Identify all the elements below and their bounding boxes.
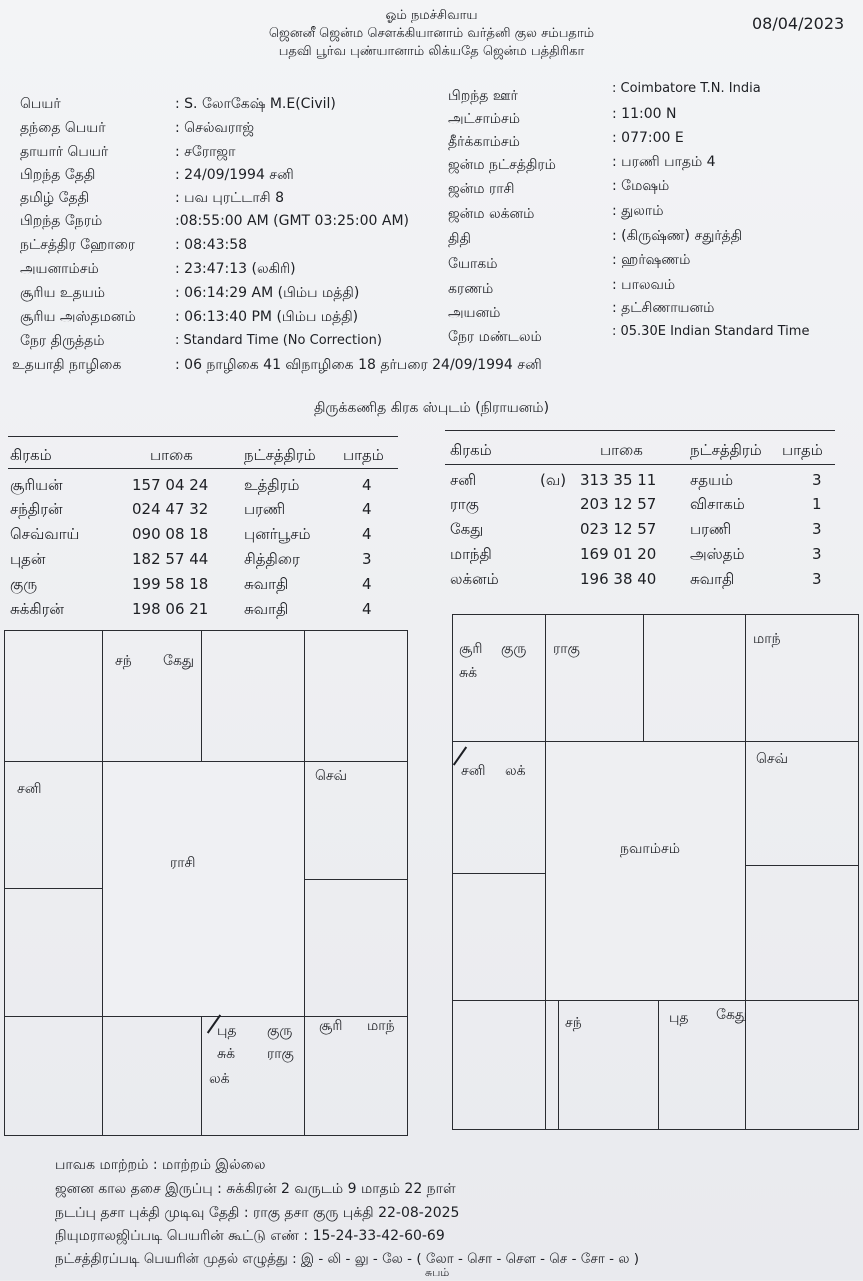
table-cell: 169 01 20 [580, 545, 657, 563]
detail-label: நேர திருத்தம் [20, 333, 105, 349]
rasi-house-text: சூரி [319, 1018, 343, 1034]
table-cell: சந்திரன் [10, 500, 63, 518]
detail-value: : 06:13:40 PM (பிம்ப மத்தி) [175, 309, 359, 325]
detail-label: நட்சத்திர ஹோரை [20, 237, 136, 253]
navamsa-house-text: சந் [565, 1015, 582, 1031]
rasi-house-text: புத [217, 1023, 237, 1039]
navamsa-house-text: சூரி [459, 641, 483, 657]
chart-line [745, 865, 858, 866]
detail-value: : சரோஜா [175, 144, 236, 160]
table-cell: 090 08 18 [132, 525, 209, 543]
table-cell: 4 [362, 575, 372, 593]
detail-value: : 05.30E Indian Standard Time [612, 324, 810, 339]
detail-label: தமிழ் தேதி [20, 190, 90, 206]
detail-label: தீர்க்காம்சம் [448, 134, 520, 150]
table-cell: சித்திரை [244, 550, 300, 568]
table-cell: 024 47 32 [132, 500, 209, 518]
detail-value: : செல்வராஜ் [175, 120, 255, 136]
table-cell: பரணி [244, 500, 286, 518]
table-cell: புதன் [10, 550, 46, 568]
table-cell: 3 [812, 570, 822, 588]
col-header-paagai: பாகை [600, 441, 643, 459]
detail-value: :08:55:00 AM (GMT 03:25:00 AM) [175, 213, 409, 229]
rasi-house-text: சுக் [217, 1046, 236, 1062]
navamsa-house-text: லக் [505, 763, 526, 779]
detail-value: : ஹர்ஷணம் [612, 252, 691, 268]
table-cell: மாந்தி [450, 545, 492, 563]
detail-value: : 24/09/1994 சனி [175, 167, 294, 183]
table-cell: புனர்பூசம் [244, 525, 311, 543]
rasi-house-text: சனி [17, 781, 42, 797]
table-cell: கேது [450, 520, 484, 538]
table-cell: சுவாதி [244, 600, 289, 618]
detail-value: : 06 நாழிகை 41 விநாழிகை 18 தர்பரை 24/09/1994 சனி [175, 357, 542, 373]
table-cell: லக்னம் [450, 570, 499, 588]
table-cell: உத்திரம் [244, 476, 300, 494]
table-cell: 199 58 18 [132, 575, 209, 593]
chart-line [453, 873, 545, 874]
table-cell: 182 57 44 [132, 550, 209, 568]
table-rule [445, 464, 835, 465]
navamsa-house-text: குரு [501, 641, 527, 657]
table-cell: ராகு [450, 495, 479, 513]
chart-line [5, 888, 102, 889]
table-cell: சதயம் [690, 471, 734, 489]
chart-line [643, 615, 644, 741]
rasi-house-text: கேது [163, 653, 195, 669]
navamsa-house-text: ராகு [553, 641, 580, 657]
chart-line [745, 615, 746, 1129]
detail-value: : பவ புரட்டாசி 8 [175, 190, 285, 206]
rasi-chart [4, 630, 408, 1136]
table-rule [445, 430, 835, 431]
col-header-star: நட்சத்திரம் [244, 446, 316, 464]
navamsa-house-text: புத [669, 1010, 689, 1026]
chart-line [453, 1000, 858, 1001]
table-cell: சுவாதி [244, 575, 289, 593]
detail-label: சூரிய உதயம் [20, 285, 106, 301]
rasi-title: ராசி [170, 855, 196, 871]
detail-label: தந்தை பெயர் [20, 120, 106, 136]
detail-value: : துலாம் [612, 203, 664, 219]
detail-value: : Standard Time (No Correction) [175, 333, 382, 348]
col-header-paatham: பாதம் [782, 441, 823, 459]
detail-value: : பரணி பாதம் 4 [612, 154, 716, 170]
chart-line [201, 1016, 202, 1135]
navamsa-house-text: சுக் [459, 665, 478, 681]
bhava-change: பாவக மாற்றம் : மாற்றம் இல்லை [55, 1157, 266, 1173]
table-cell: 4 [362, 476, 372, 494]
table-cell: 3 [812, 520, 822, 538]
detail-label: யோகம் [448, 256, 498, 272]
detail-label: கரணம் [448, 281, 494, 297]
detail-value: : Coimbatore T.N. India [612, 81, 761, 96]
chart-line [201, 631, 202, 761]
detail-label: பெயர் [20, 96, 61, 112]
table-cell: 203 12 57 [580, 495, 657, 513]
table-cell: செவ்வாய் [10, 525, 80, 543]
retrograde-mark: (வ) [540, 471, 567, 489]
detail-label: அட்சாம்சம் [448, 111, 521, 127]
name-letters: நட்சத்திரப்படி பெயரின் முதல் எழுத்து : இ - லி - லு - லே - ( லோ - சொ - சௌ - செ - சோ - ல ) [55, 1251, 640, 1267]
detail-value: : S. லோகேஷ் M.E(Civil) [175, 96, 336, 112]
rasi-center [103, 762, 304, 1016]
header-verse-1: ஜெனனீ ஜென்ம சௌக்கியானாம் வர்த்னி குல சம்பதாம் [268, 26, 595, 41]
table-cell: சுவாதி [690, 570, 735, 588]
detail-label: உதயாதி நாழிகை [12, 357, 122, 373]
table-cell: சூரியன் [10, 476, 63, 494]
col-header-graham: கிரகம் [450, 441, 492, 459]
table-cell: 023 12 57 [580, 520, 657, 538]
rasi-house-text: செவ் [315, 768, 348, 784]
navamsa-chart [452, 614, 859, 1130]
detail-value: : பாலவம் [612, 277, 676, 293]
col-header-paatham: பாதம் [343, 446, 384, 464]
col-header-star: நட்சத்திரம் [690, 441, 762, 459]
detail-label: ஜன்ம நட்சத்திரம் [448, 157, 556, 173]
rasi-house-text: மாந் [367, 1018, 395, 1034]
table-cell: விசாகம் [690, 495, 745, 513]
table-cell: 3 [812, 471, 822, 489]
print-date: 08/04/2023 [752, 14, 845, 33]
navamsa-house-text: செவ் [756, 751, 789, 767]
navamsa-house-text: கேது [716, 1007, 748, 1023]
table-cell: 313 35 11 [580, 471, 657, 489]
table-cell: பரணி [690, 520, 732, 538]
table-cell: 196 38 40 [580, 570, 657, 588]
detail-label: ஜன்ம ராசி [448, 181, 515, 197]
table-rule [8, 436, 398, 437]
navamsa-title: நவாம்சம் [620, 841, 680, 857]
navamsa-house-text: மாந் [753, 631, 781, 647]
table-cell: 4 [362, 525, 372, 543]
table-cell: 4 [362, 500, 372, 518]
table-cell: குரு [10, 575, 38, 593]
chart-line [558, 1000, 559, 1129]
detail-label: ஜன்ம லக்னம் [448, 206, 535, 222]
detail-label: தாயார் பெயர் [20, 144, 109, 160]
table-cell: 3 [812, 545, 822, 563]
col-header-paagai: பாகை [150, 446, 193, 464]
table-cell: சனி [450, 471, 477, 489]
detail-value: : (கிருஷ்ண) சதுர்த்தி [612, 228, 743, 244]
detail-label: பிறந்த ஊர் [448, 88, 518, 104]
detail-label: திதி [448, 231, 471, 247]
table-cell: 1 [812, 495, 822, 513]
table-cell: 4 [362, 600, 372, 618]
detail-value: : 23:47:13 (லகிரி) [175, 261, 296, 277]
detail-value: : 08:43:58 [175, 237, 248, 253]
detail-value: : 077:00 E [612, 130, 684, 146]
navamsa-house-text: சனி [461, 763, 486, 779]
table-cell: சுக்கிரன் [10, 600, 64, 618]
detail-label: பிறந்த தேதி [20, 167, 96, 183]
table-rule [8, 468, 398, 469]
col-header-graham: கிரகம் [10, 446, 52, 464]
rasi-house-text: லக் [209, 1071, 230, 1087]
planet-positions-title: திருக்கணித கிரக ஸ்புடம் (நிராயனம்) [313, 400, 550, 416]
detail-value: : தட்சிணாயனம் [612, 300, 715, 316]
current-dasa: நடப்பு தசா புக்தி முடிவு தேதி : ராகு தசா குரு புக்தி 22-08-2025 [55, 1205, 460, 1221]
chart-line [5, 1016, 407, 1017]
navamsa-center [546, 742, 745, 1000]
header-verse-2: பதவி பூர்வ புண்யானாம் லிக்யதே ஜென்ம பத்திரிகா [278, 44, 585, 59]
detail-label: பிறந்த நேரம் [20, 213, 103, 229]
numerology-number: நியுமராலஜிப்படி பெயரின் கூட்டு எண் : 15-24-33-42-60-69 [55, 1228, 445, 1244]
detail-label: சூரிய அஸ்தமனம் [20, 309, 136, 325]
detail-value: : மேஷம் [612, 178, 670, 194]
detail-label: அயனம் [448, 305, 501, 321]
invocation-line: ஓம் நமச்சிவாய [385, 8, 478, 23]
rasi-house-text: குரு [267, 1023, 293, 1039]
detail-label: நேர மண்டலம் [448, 329, 542, 345]
table-cell: 198 06 21 [132, 600, 209, 618]
chart-line [658, 1000, 659, 1129]
table-cell: அஸ்தம் [690, 545, 745, 563]
rasi-house-text: ராகு [267, 1046, 294, 1062]
rasi-house-text: சந் [115, 653, 132, 669]
detail-label: அயனாம்சம் [20, 261, 99, 277]
auspicious-word: சுபம் [425, 1266, 450, 1279]
chart-line [304, 631, 305, 1135]
chart-line [304, 879, 407, 880]
detail-value: : 06:14:29 AM (பிம்ப மத்தி) [175, 285, 360, 301]
detail-value: : 11:00 N [612, 106, 677, 122]
table-cell: 157 04 24 [132, 476, 209, 494]
dasa-balance: ஜனன கால தசை இருப்பு : சுக்கிரன் 2 வருடம் 9 மாதம் 22 நாள் [55, 1181, 456, 1197]
table-cell: 3 [362, 550, 372, 568]
